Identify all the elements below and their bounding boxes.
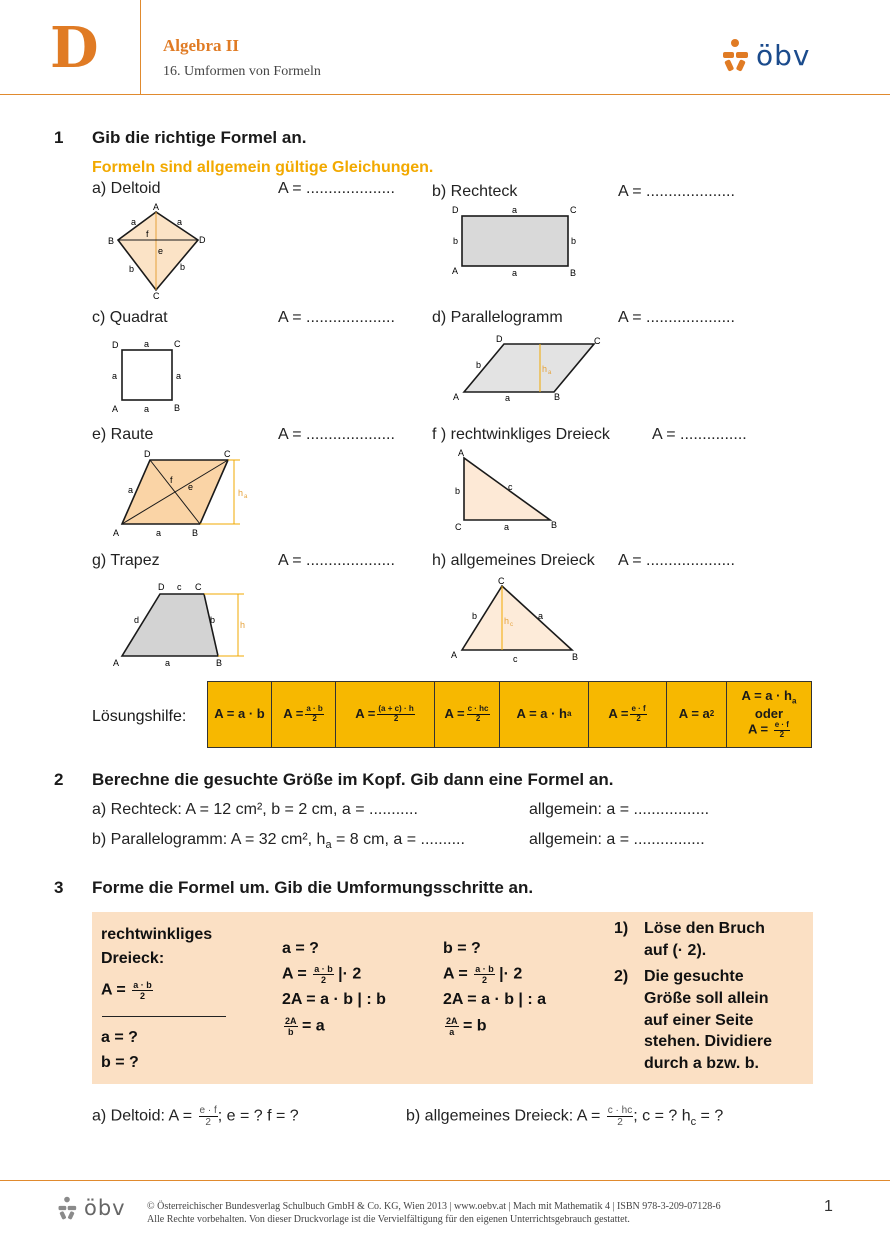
help-formula: A = a	[678, 706, 710, 722]
task1-note: Formeln sind allgemein gültige Gleichungen.	[92, 159, 434, 176]
footer-line2: Alle Rechte vorbehalten. Von dieser Druckvorlage ist die Vervielfältigung für den eigenen Unterrichtsgebrauch gestattet.	[147, 1214, 630, 1225]
fraction	[630, 705, 646, 724]
svg-text:C: C	[498, 576, 505, 586]
box-formula	[101, 980, 153, 1001]
footer-line1: © Österreichischer Bundesverlag Schulbuch GmbH & Co. KG, Wien 2013 | www.oebv.at | Mach mit Mathematik 4 | ISBN 978-3-209-07128-6	[147, 1201, 721, 1212]
svg-text:f: f	[170, 475, 173, 485]
hint2-line5: durch a bzw. b.	[644, 1055, 759, 1072]
col3-line1	[443, 964, 522, 985]
task3b-end: = ?	[696, 1107, 724, 1125]
task2b-text	[92, 831, 465, 851]
hint1-number: 1)	[614, 920, 629, 937]
footer-copyright	[147, 1200, 721, 1226]
shape-label-trapez: g) Trapez	[92, 552, 160, 569]
fraction-numerator: e · f	[199, 1105, 217, 1116]
svg-text:h: h	[238, 488, 244, 498]
svg-text:B: B	[216, 658, 223, 668]
svg-text:D: D	[452, 205, 459, 215]
svg-text:h: h	[542, 364, 548, 374]
chapter-title: Algebra II	[163, 36, 240, 55]
formula-blank-deltoid: A = ....................	[278, 180, 395, 197]
svg-text:A: A	[113, 528, 120, 538]
help-formula-prefix: A =	[608, 706, 629, 722]
fraction	[284, 1016, 298, 1037]
fraction-numerator: (a + c) · h	[378, 704, 414, 714]
formula-blank-trapez: A = ....................	[278, 552, 395, 569]
svg-text:A: A	[453, 392, 460, 402]
fraction	[467, 705, 490, 724]
formula-blank-rechtwinkliges-dreieck: A = ...............	[652, 426, 747, 443]
formula-blank-allgemeines-dreieck: A = ....................	[618, 552, 735, 569]
col3-heading: b = ?	[443, 940, 481, 957]
help-formula: A = a · b	[214, 706, 265, 722]
task2-number: 2	[54, 770, 64, 789]
svg-text:a: a	[131, 217, 137, 227]
fraction-denominator: 2	[320, 975, 326, 985]
col2-line3	[282, 1016, 325, 1037]
svg-text:a: a	[112, 371, 118, 381]
fraction	[313, 964, 334, 985]
fraction-denominator: 2	[393, 714, 399, 723]
col2-operation: |· 2	[338, 965, 362, 983]
svg-text:a: a	[165, 658, 171, 668]
svg-text:c: c	[177, 582, 182, 592]
svg-text:a: a	[512, 268, 518, 278]
svg-text:a: a	[177, 217, 183, 227]
svg-text:b: b	[476, 360, 482, 370]
rechteck-figure	[448, 200, 583, 278]
fraction-numerator: 2A	[446, 1016, 458, 1026]
svg-text:c: c	[508, 482, 513, 492]
task3a-text	[92, 1105, 299, 1128]
header-divider-vertical	[140, 0, 141, 94]
svg-text:C: C	[570, 205, 577, 215]
task2b-text-start: b) Parallelogramm: A = 32 cm², h	[92, 831, 326, 848]
svg-text:C: C	[174, 339, 181, 349]
col2-prefix: A =	[282, 965, 307, 983]
fraction-numerator: a · b	[133, 980, 152, 990]
svg-text:b: b	[453, 236, 459, 246]
formula-blank-raute: A = ....................	[278, 426, 395, 443]
svg-text:e: e	[158, 246, 164, 256]
col2-line2: 2A = a · b | : b	[282, 991, 386, 1008]
svg-text:D: D	[496, 334, 503, 344]
col2-line1	[282, 964, 361, 985]
help-cell	[667, 682, 727, 747]
shape-label-rechtwinkliges-dreieck: f ) rechtwinkliges Dreieck	[432, 426, 610, 443]
task2a-general: allgemein: a = .................	[529, 801, 710, 818]
hint2-line3: auf einer Seite	[644, 1012, 754, 1029]
svg-text:h: h	[240, 620, 246, 630]
svg-text:B: B	[572, 652, 579, 662]
col3-line3	[443, 1016, 487, 1037]
svg-text:B: B	[554, 392, 561, 402]
hint2-number: 2)	[614, 968, 629, 985]
fraction-numerator: a · b	[306, 704, 323, 714]
task3b-rest: ; c = ? h	[633, 1107, 691, 1125]
fraction	[445, 1016, 459, 1037]
page-number: 1	[824, 1198, 833, 1215]
svg-text:a: a	[156, 528, 162, 538]
svg-text:f: f	[146, 229, 149, 239]
hint2-line1: Die gesuchte	[644, 968, 744, 985]
svg-text:a: a	[504, 522, 510, 532]
parallelogramm-figure	[450, 332, 610, 408]
task2b-subscript: a	[325, 839, 332, 852]
shape-label-quadrat: c) Quadrat	[92, 309, 168, 326]
fraction	[132, 980, 153, 1001]
fraction-denominator: 2	[481, 975, 487, 985]
svg-text:B: B	[551, 520, 558, 530]
task3-number: 3	[54, 878, 64, 897]
quadrat-figure	[108, 334, 188, 416]
task2-heading: Berechne die gesuchte Größe im Kopf. Gib dann eine Formel an.	[92, 770, 614, 789]
help-cell	[435, 682, 500, 747]
help-superscript: 2	[709, 709, 715, 719]
help-formula-prefix: A =	[355, 706, 376, 722]
rechtwinkliges-dreieck-figure	[450, 446, 565, 536]
svg-text:D: D	[199, 235, 206, 245]
help-formula: A = a · h	[516, 706, 567, 722]
formula-blank-quadrat: A = ....................	[278, 309, 395, 326]
fraction-denominator: 2	[779, 729, 785, 739]
task3b-subscript: c	[690, 1115, 697, 1128]
fraction-denominator: 2	[139, 991, 145, 1001]
formula-blank-parallelogramm: A = ....................	[618, 309, 735, 326]
svg-text:C: C	[455, 522, 462, 532]
help-cell	[589, 682, 667, 747]
fraction-numerator: a · b	[475, 964, 494, 974]
fraction-numerator: e · f	[631, 704, 646, 714]
help-cell	[727, 682, 811, 747]
task3b-prefix: b) allgemeines Dreieck: A =	[406, 1107, 601, 1125]
task1-heading: Gib die richtige Formel an.	[92, 128, 307, 147]
task2b-general: allgemein: a = ................	[529, 831, 705, 848]
fraction-numerator: e · f	[774, 720, 789, 730]
task3a-rest: ; e = ? f = ?	[217, 1107, 299, 1125]
fraction	[199, 1105, 218, 1128]
svg-text:a: a	[538, 611, 544, 621]
task2b-text-rest: = 8 cm, a = ..........	[331, 831, 465, 848]
col2-result: = a	[301, 1017, 325, 1035]
shape-label-raute: e) Raute	[92, 426, 154, 443]
box-formula-prefix: A =	[101, 981, 126, 999]
deltoid-figure	[100, 200, 215, 305]
svg-text:b: b	[180, 262, 186, 272]
raute-figure	[110, 446, 260, 540]
fraction	[305, 705, 323, 724]
svg-text:d: d	[134, 615, 140, 625]
chapter-subtitle: 16. Umformen von Formeln	[163, 64, 321, 79]
header-divider	[0, 94, 890, 95]
fraction	[474, 964, 495, 985]
box-title-line2: Dreieck:	[101, 950, 165, 967]
svg-text:A: A	[458, 448, 465, 458]
box-separator	[102, 1016, 226, 1017]
hint1-line1: Löse den Bruch	[644, 920, 765, 937]
fraction-denominator: 2	[636, 714, 641, 723]
fraction-denominator: a	[449, 1027, 455, 1037]
help-formula: A = a · h	[741, 688, 792, 704]
svg-text:A: A	[452, 266, 459, 276]
svg-text:a: a	[244, 494, 248, 500]
hint2-line4: stehen. Dividiere	[644, 1033, 773, 1050]
shape-label-rechteck: b) Rechteck	[432, 183, 518, 200]
help-cell	[336, 682, 435, 747]
svg-text:b: b	[455, 486, 461, 496]
col3-line2: 2A = a · b | : a	[443, 991, 547, 1008]
fraction	[774, 721, 790, 740]
fraction	[607, 1105, 633, 1128]
example-box	[92, 912, 813, 1084]
help-subscript: a	[792, 696, 797, 706]
trapez-figure	[110, 578, 260, 670]
svg-text:D: D	[112, 340, 119, 350]
hint1-line2: auf (· 2).	[644, 942, 707, 959]
svg-text:c: c	[510, 622, 513, 628]
task1-number: 1	[54, 128, 64, 147]
shape-label-parallelogramm: d) Parallelogramm	[432, 309, 563, 326]
col2-heading: a = ?	[282, 940, 319, 957]
help-oder: oder	[754, 705, 784, 721]
task3a-prefix: a) Deltoid: A =	[92, 1107, 193, 1125]
help-cell	[272, 682, 336, 747]
svg-text:A: A	[451, 650, 458, 660]
help-formula-prefix: A =	[444, 706, 465, 722]
hint2-line2: Größe soll allein	[644, 990, 769, 1007]
footer-logo-star-icon	[56, 1196, 78, 1220]
logo-star-icon	[720, 38, 750, 72]
box-question-a: a = ?	[101, 1029, 138, 1046]
svg-text:a: a	[128, 485, 134, 495]
allgemeines-dreieck-figure	[448, 574, 588, 666]
svg-text:b: b	[129, 264, 135, 274]
fraction-denominator: 2	[205, 1117, 211, 1128]
svg-text:a: a	[548, 370, 552, 376]
svg-text:b: b	[571, 236, 577, 246]
formula-blank-rechteck: A = ....................	[618, 183, 735, 200]
fraction-numerator: 2A	[285, 1016, 297, 1026]
svg-text:A: A	[153, 202, 160, 212]
svg-text:a: a	[505, 393, 511, 403]
svg-text:B: B	[108, 236, 115, 246]
task3-heading: Forme die Formel um. Gib die Umformungsschritte an.	[92, 878, 534, 897]
svg-text:b: b	[210, 615, 216, 625]
shape-label-allgemeines-dreieck: h) allgemeines Dreieck	[432, 552, 595, 569]
footer-divider	[0, 1180, 890, 1181]
col3-result: = b	[462, 1017, 487, 1035]
svg-text:c: c	[513, 654, 518, 664]
logo-text: öbv	[756, 38, 811, 72]
fraction-numerator: c · hc	[607, 1105, 633, 1116]
help-cell	[500, 682, 589, 747]
fraction-denominator: 2	[475, 714, 481, 723]
svg-text:D: D	[158, 582, 165, 592]
svg-text:C: C	[153, 291, 160, 301]
help-table	[207, 681, 812, 748]
svg-text:A: A	[113, 658, 120, 668]
shape-label-deltoid: a) Deltoid	[92, 180, 161, 197]
fraction-denominator: 2	[312, 714, 317, 723]
footer-logo-text: öbv	[84, 1196, 126, 1220]
fraction-denominator: 2	[617, 1117, 623, 1128]
svg-text:D: D	[144, 449, 151, 459]
box-question-b: b = ?	[101, 1054, 139, 1071]
fraction	[377, 705, 414, 724]
help-formula-prefix: A =	[283, 706, 304, 722]
col3-prefix: A =	[443, 965, 468, 983]
task2a-text: a) Rechteck: A = 12 cm², b = 2 cm, a = ...........	[92, 801, 418, 818]
help-cell	[208, 682, 272, 747]
task3b-text	[406, 1105, 723, 1128]
fraction-denominator: b	[288, 1027, 294, 1037]
svg-text:a: a	[512, 205, 518, 215]
box-title-line1: rechtwinkliges	[101, 926, 213, 943]
svg-text:C: C	[594, 336, 601, 346]
fraction-numerator: c · hc	[467, 704, 489, 714]
publisher-logo	[720, 38, 810, 72]
svg-text:b: b	[472, 611, 478, 621]
footer-logo	[56, 1196, 126, 1220]
svg-text:C: C	[195, 582, 202, 592]
svg-text:B: B	[570, 268, 577, 278]
svg-text:a: a	[144, 404, 150, 414]
svg-text:a: a	[176, 371, 182, 381]
help-formula-prefix: A =	[748, 721, 769, 737]
svg-text:h: h	[504, 616, 510, 626]
svg-text:B: B	[174, 403, 181, 413]
svg-text:e: e	[188, 482, 194, 492]
svg-text:A: A	[112, 404, 119, 414]
chapter-letter: D	[50, 15, 99, 81]
help-label: Lösungshilfe:	[92, 708, 187, 725]
svg-text:B: B	[192, 528, 199, 538]
svg-text:C: C	[224, 449, 231, 459]
col3-operation: |· 2	[499, 965, 523, 983]
fraction-numerator: a · b	[314, 964, 333, 974]
help-subscript: a	[567, 709, 572, 719]
svg-text:a: a	[144, 339, 150, 349]
